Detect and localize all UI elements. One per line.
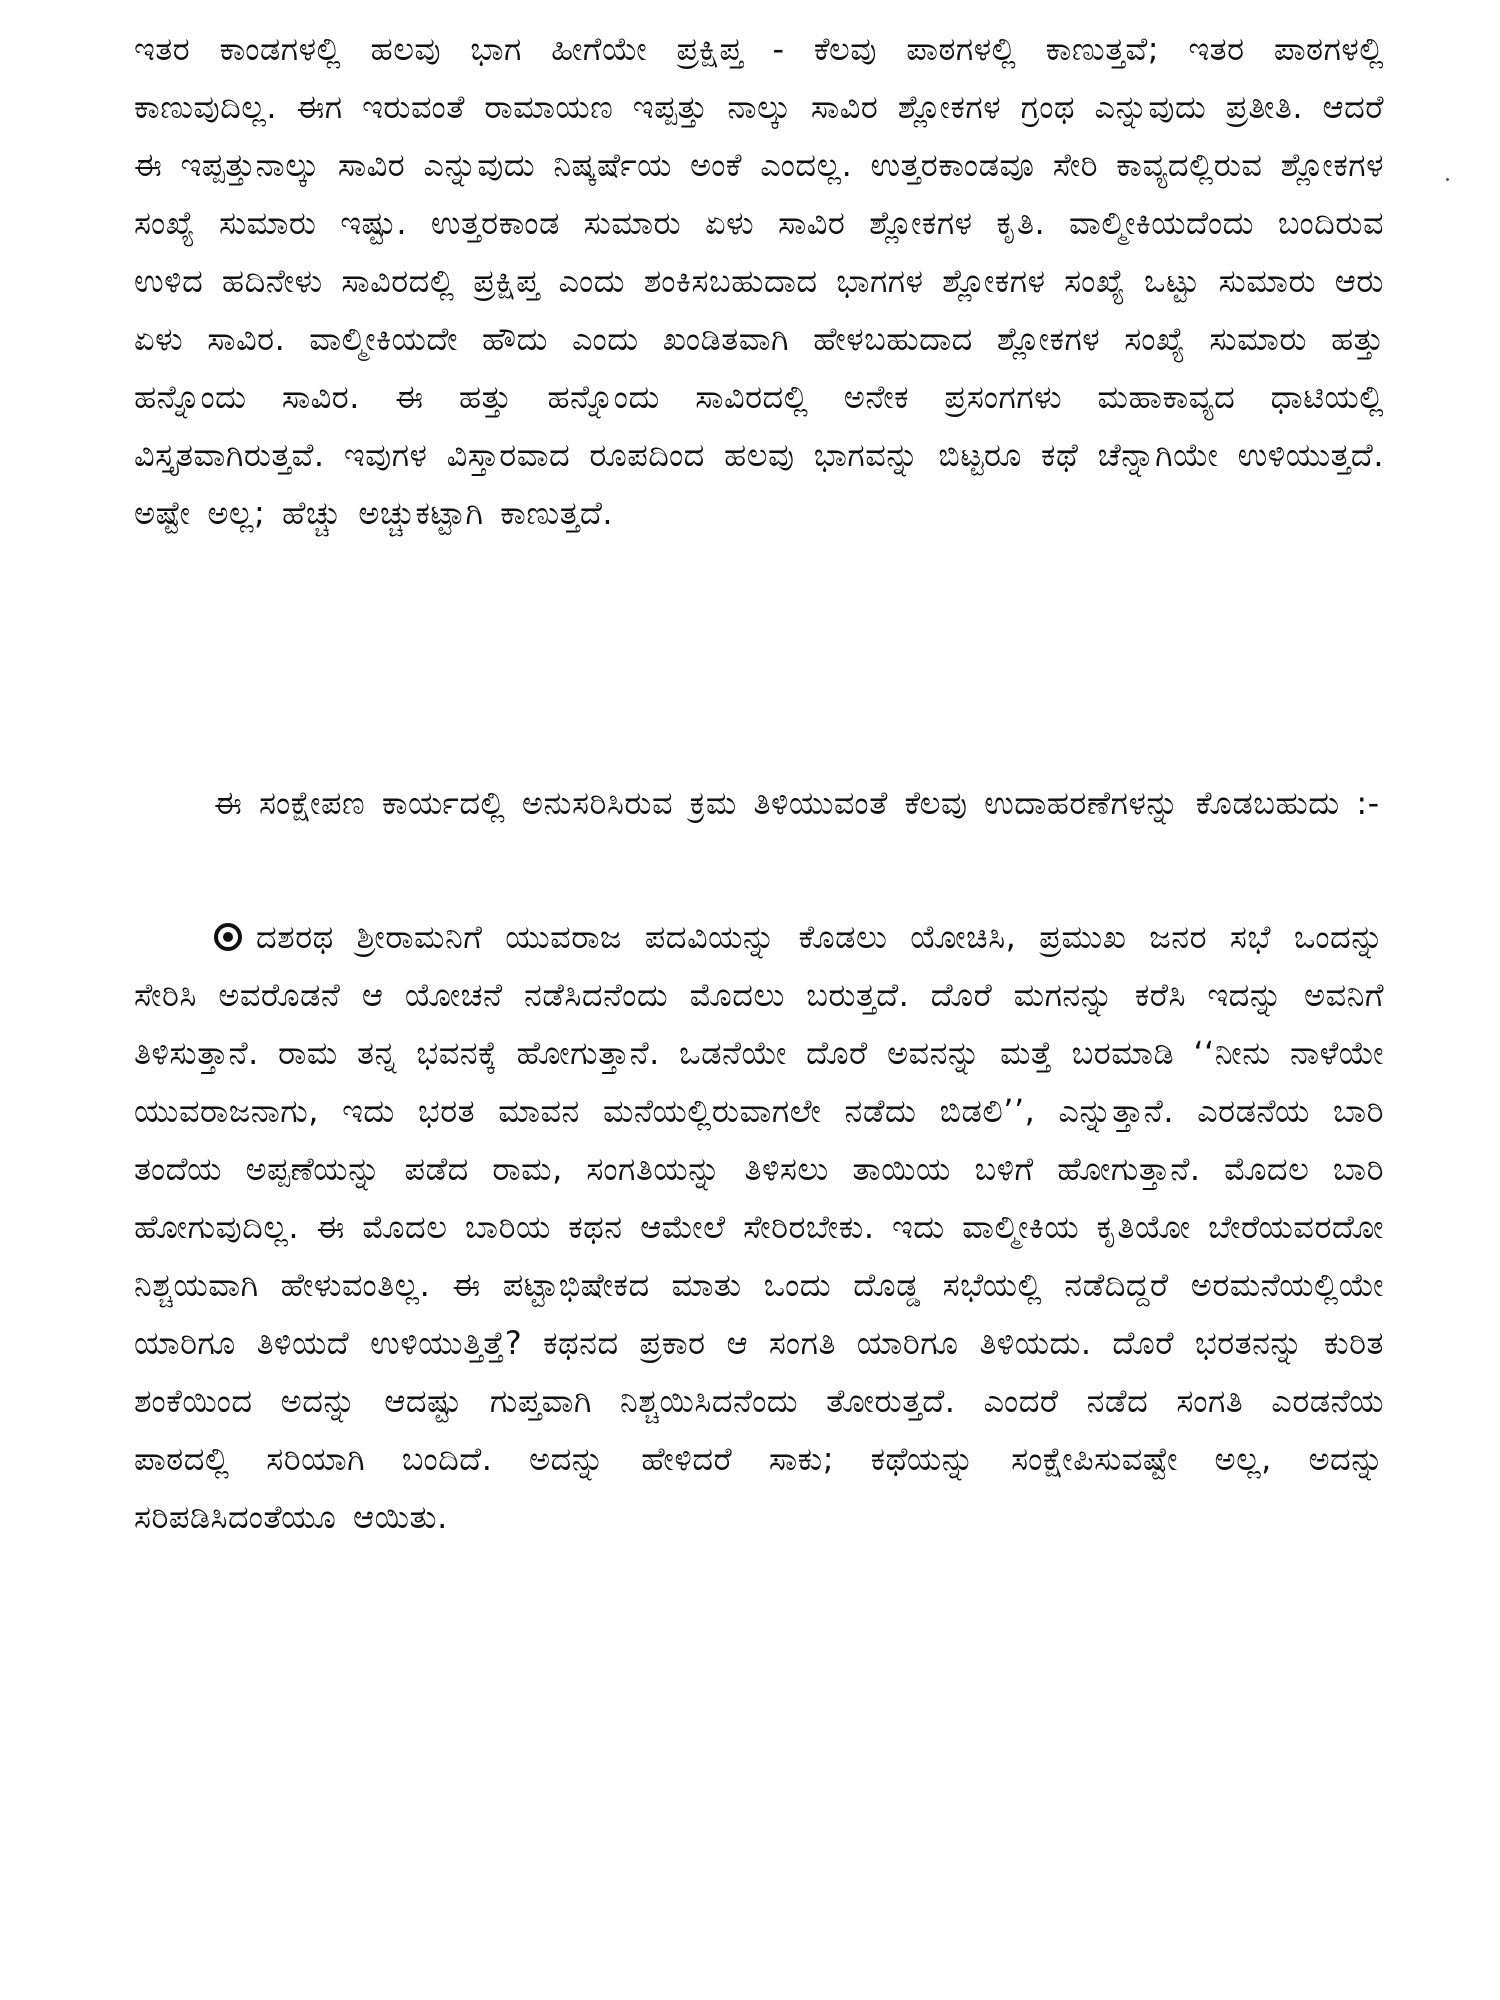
paragraph-prakshipta: ಇತರ ಕಾಂಡಗಳಲ್ಲಿ ಹಲವು ಭಾಗ ಹೀಗೆಯೇ ಪ್ರಕ್ಷಿಪ್ತ - ಕೆಲವು ಪಾಠಗಳಲ್ಲಿ ಕಾಣುತ್ತವೆ; ಇತರ ಪಾಠಗಳಲ್ಲಿ ಕಾಣುವುದಿಲ್ಲ. ಈಗ ಇರುವಂತೆ ರಾಮಾಯಣ ಇಪ್ಪತ್ತು ನಾಲ್ಕು ಸಾವಿರ ಶ್ಲೋಕಗಳ ಗ್ರಂಥ ಎನ್ನುವುದು ಪ್ರತೀತಿ. ಆದರೆ ಈ ಇಪ್ಪತ್ತುನಾಲ್ಕು ಸಾವಿರ ಎನ್ನುವುದು ನಿಷ್ಕರ್ಷೆಯ ಅಂಕೆ ಎಂದಲ್ಲ. ಉತ್ತರಕಾಂಡವೂ ಸೇರಿ ಕಾವ್ಯದಲ್ಲಿರುವ ಶ್ಲೋಕಗಳ ಸಂಖ್ಯೆ ಸುಮಾರು ಇಷ್ಟು. ಉತ್ತರಕಾಂಡ ಸುಮಾರು ಏಳು ಸಾವಿರ ಶ್ಲೋಕಗಳ ಕೃತಿ. ವಾಲ್ಮೀಕಿಯದೆಂದು ಬಂದಿರುವ ಉಳಿದ ಹದಿನೇಳು ಸಾವಿರದಲ್ಲಿ ಪ್ರಕ್ಷಿಪ್ತ ಎಂದು ಶಂಕಿಸಬಹುದಾದ ಭಾಗಗಳ ಶ್ಲೋಕಗಳ ಸಂಖ್ಯೆ ಒಟ್ಟು ಸುಮಾರು ಆರು ಏಳು ಸಾವಿರ. ವಾಲ್ಮೀಕಿಯದೇ ಹೌದು ಎಂದು ಖಂಡಿತವಾಗಿ ಹೇಳಬಹುದಾದ ಶ್ಲೋಕಗಳ ಸಂಖ್ಯೆ ಸುಮಾರು ಹತ್ತು ಹನ್ನೊಂದು ಸಾವಿರ. ಈ ಹತ್ತು ಹನ್ನೊಂದು ಸಾವಿರದಲ್ಲಿ ಅನೇಕ ಪ್ರಸಂಗಗಳು ಮಹಾಕಾವ್ಯದ ಧಾಟಿಯಲ್ಲಿ ವಿಸ್ತೃತವಾಗಿರುತ್ತವೆ. ಇವುಗಳ ವಿಸ್ತಾರವಾದ ರೂಪದಿಂದ ಹಲವು ಭಾಗವನ್ನು ಬಿಟ್ಟರೂ ಕಥೆ ಚೆನ್ನಾಗಿಯೇ ಉಳಿಯುತ್ತದೆ. ಅಷ್ಟೇ ಅಲ್ಲ; ಹೆಚ್ಚು ಅಚ್ಚುಕಟ್ಟಾಗಿ ಕಾಣುತ್ತದೆ. xyxy=(134,30,1384,532)
paragraph-dasharatha-example-text: ದಶರಥ ಶ್ರೀರಾಮನಿಗೆ ಯುವರಾಜ ಪದವಿಯನ್ನು ಕೊಡಲು ಯೋಚಿಸಿ, ಪ್ರಮುಖ ಜನರ ಸಭೆ ಒಂದನ್ನು ಸೇರಿಸಿ ಅವರೊಡನೆ ಆ ಯೋಚನೆ ನಡೆಸಿದನೆಂದು ಮೊದಲು ಬರುತ್ತದೆ. ದೊರೆ ಮಗನನ್ನು ಕರೆಸಿ ಇದನ್ನು ಅವನಿಗೆ ತಿಳಿಸುತ್ತಾನೆ. ರಾಮ ತನ್ನ ಭವನಕ್ಕೆ ಹೋಗುತ್ತಾನೆ. ಒಡನೆಯೇ ದೊರೆ ಅವನನ್ನು ಮತ್ತೆ ಬರಮಾಡಿ ‘‘ನೀನು ನಾಳೆಯೇ ಯುವರಾಜನಾಗು, ಇದು ಭರತ ಮಾವನ ಮನೆಯಲ್ಲಿರುವಾಗಲೇ ನಡೆದು ಬಿಡಲಿ’’, ಎನ್ನುತ್ತಾನೆ. ಎರಡನೆಯ ಬಾರಿ ತಂದೆಯ ಅಪ್ಪಣೆಯನ್ನು ಪಡೆದ ರಾಮ, ಸಂಗತಿಯನ್ನು ತಿಳಿಸಲು ತಾಯಿಯ ಬಳಿಗೆ ಹೋಗುತ್ತಾನೆ. ಮೊದಲ ಬಾರಿ ಹೋಗುವುದಿಲ್ಲ. ಈ ಮೊದಲ ಬಾರಿಯ ಕಥನ ಆಮೇಲೆ ಸೇರಿರಬೇಕು. ಇದು ವಾಲ್ಮೀಕಿಯ ಕೃತಿಯೋ ಬೇರೆಯವರದೋ ನಿಶ್ಚಯವಾಗಿ ಹೇಳುವಂತಿಲ್ಲ. ಈ ಪಟ್ಟಾಭಿಷೇಕದ ಮಾತು ಒಂದು ದೊಡ್ಡ ಸಭೆಯಲ್ಲಿ ನಡೆದಿದ್ದರೆ ಅರಮನೆಯಲ್ಲಿಯೇ ಯಾರಿಗೂ ತಿಳಿಯದೆ ಉಳಿಯುತ್ತಿತ್ತೆ? ಕಥನದ ಪ್ರಕಾರ ಆ ಸಂಗತಿ ಯಾರಿಗೂ ತಿಳಿಯದು. ದೊರೆ ಭರತನನ್ನು ಕುರಿತ ಶಂಕೆಯಿಂದ ಅದನ್ನು ಆದಷ್ಟು ಗುಪ್ತವಾಗಿ ನಿಶ್ಚಯಿಸಿದನೆಂದು ತೋರುತ್ತದೆ. ಎಂದರೆ ನಡೆದ ಸಂಗತಿ ಎರಡನೆಯ ಪಾಠದಲ್ಲಿ ಸರಿಯಾಗಿ ಬಂದಿದೆ. ಅದನ್ನು ಹೇಳಿದರೆ ಸಾಕು; ಕಥೆಯನ್ನು ಸಂಕ್ಷೇಪಿಸುವಷ್ಟೇ ಅಲ್ಲ, ಅದನ್ನು ಸರಿಪಡಿಸಿದಂತೆಯೂ ಆಯಿತು. xyxy=(134,918,1384,1536)
paragraph-sankshepana-intro xyxy=(134,774,1384,832)
scan-speck xyxy=(1446,178,1449,181)
paragraph-dasharatha-example xyxy=(134,908,1384,1546)
bullseye-icon xyxy=(214,923,242,951)
paragraph-sankshepana-intro-text: ಈ ಸಂಕ್ಷೇಪಣ ಕಾರ್ಯದಲ್ಲಿ ಅನುಸರಿಸಿರುವ ಕ್ರಮ ತಿಳಿಯುವಂತೆ ಕೆಲವು ಉದಾಹರಣೆಗಳನ್ನು ಕೊಡಬಹುದು :- xyxy=(214,784,1380,822)
